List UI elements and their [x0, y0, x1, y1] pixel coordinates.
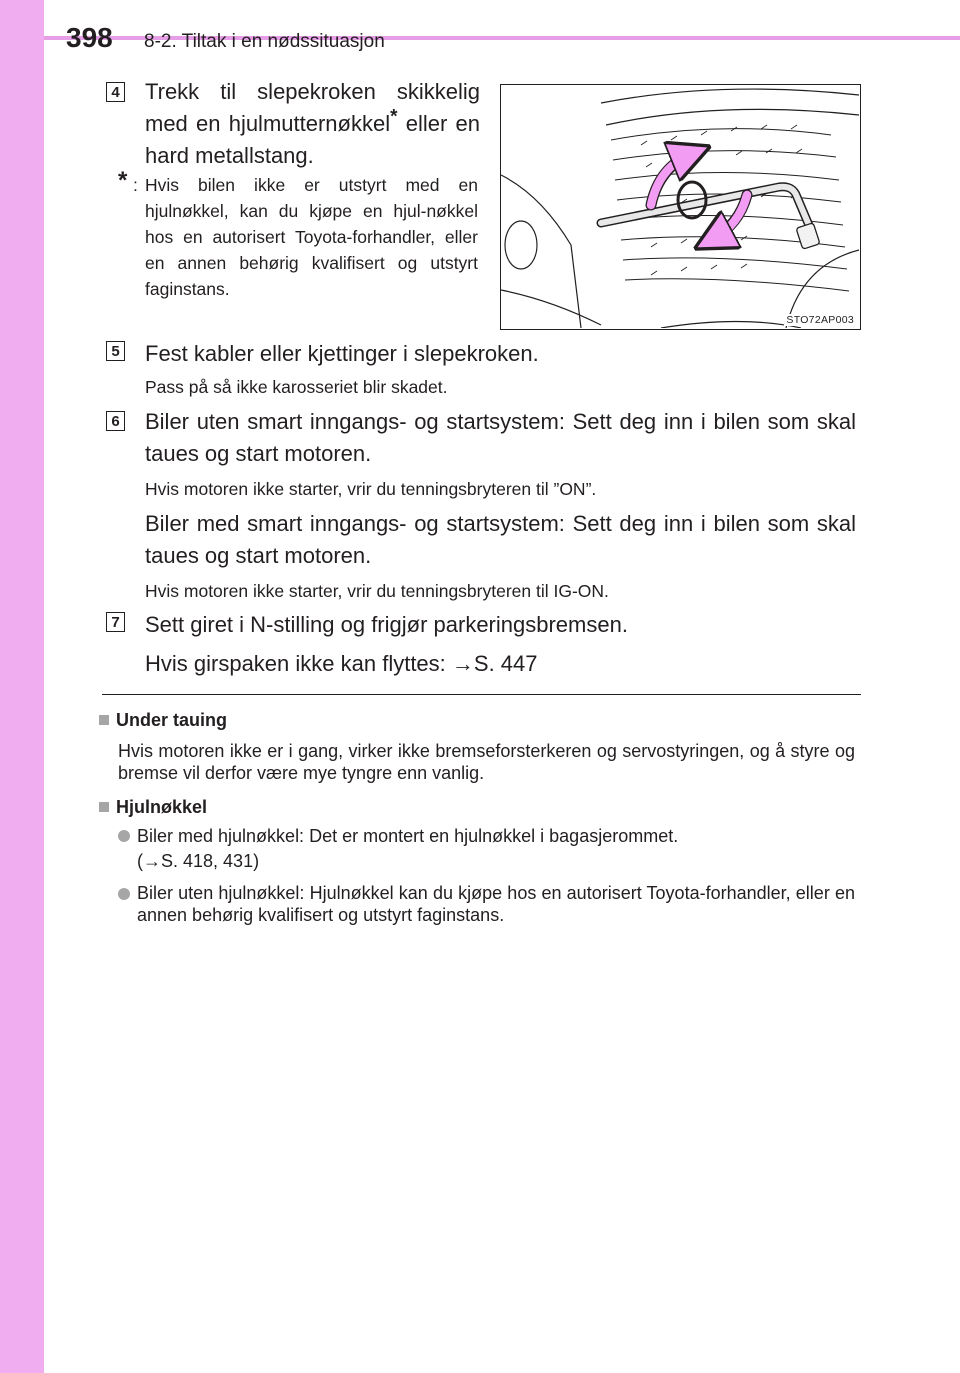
- step-5-text: Fest kabler eller kjettinger i slepekroken.: [145, 341, 539, 366]
- round-bullet-icon: [118, 830, 130, 842]
- step-6-note-b: Hvis motoren ikke starter, vrir du tenningsbryteren til IG-ON.: [145, 581, 609, 601]
- footnote-colon: :: [133, 175, 138, 195]
- square-bullet-icon: [99, 715, 109, 725]
- step-5-note: Pass på så ikke karosseriet blir skadet.: [145, 377, 448, 397]
- under-tauing-body: Hvis motoren ikke er i gang, virker ikke bremseforsterkeren og servostyringen, og å styre og bremse vil derfor være mye tyngre enn vanlig.: [118, 741, 855, 783]
- hjulnokkel-bullet-1-ref: (→S. 418, 431): [137, 851, 260, 871]
- hjulnokkel-bullet-1: Biler med hjulnøkkel: Det er montert en hjulnøkkel i bagasjerommet.: [137, 826, 679, 846]
- tow-hook-illustration: [500, 84, 861, 330]
- arrow-right-icon: →: [143, 851, 161, 871]
- footnote-text: Hvis bilen ikke er utstyrt med en hjulnøkkel, kan du kjøpe en hjul-nøkkel hos en autorisert Toyota-forhandler, eller en annen behørig kvalifisert og utstyrt faginstans.: [145, 175, 478, 299]
- step-number-6: 6: [106, 411, 125, 431]
- hjulnokkel-bullet-2: Biler uten hjulnøkkel: Hjulnøkkel kan du kjøpe hos en autorisert Toyota-forhandler, eller en annen behørig kvalifisert og utstyrt faginstans.: [137, 883, 855, 925]
- section-divider: [102, 694, 861, 695]
- page-number: 398: [66, 22, 113, 53]
- square-bullet-icon: [99, 802, 109, 812]
- step-4-text: Trekk til slepekroken skikkelig med en hjulmutternøkkel* eller en hard metallstang.: [145, 79, 480, 168]
- step-7-text: Sett giret i N-stilling og frigjør parkeringsbremsen.: [145, 612, 628, 637]
- heading-under-tauing: Under tauing: [99, 710, 227, 731]
- side-tab: [0, 0, 44, 1373]
- section-title: 8-2. Tiltak i en nødssituasjon: [144, 31, 385, 52]
- heading-hjulnokkel: Hjulnøkkel: [99, 797, 207, 818]
- step-number-5: 5: [106, 341, 125, 361]
- figure-code: STO72AP003: [786, 314, 854, 326]
- step-number-4: 4: [106, 82, 125, 102]
- step-6-note-a: Hvis motoren ikke starter, vrir du tenningsbryteren til ”ON”.: [145, 479, 597, 499]
- step-6-text-a: Biler uten smart inngangs- og startsystem: Sett deg inn i bilen som skal taues og start motoren.: [145, 409, 856, 466]
- footnote-asterisk: *: [390, 106, 398, 128]
- step-6-text-b: Biler med smart inngangs- og startsystem: Sett deg inn i bilen som skal taues og start motoren.: [145, 511, 856, 568]
- footnote-marker: *: [118, 167, 128, 194]
- arrow-right-icon: →: [451, 651, 474, 676]
- step-number-7: 7: [106, 612, 125, 632]
- tow-hook-drawing: [501, 85, 859, 328]
- round-bullet-icon: [118, 888, 130, 900]
- step-7-reference: Hvis girspaken ikke kan flyttes: →S. 447: [145, 651, 538, 676]
